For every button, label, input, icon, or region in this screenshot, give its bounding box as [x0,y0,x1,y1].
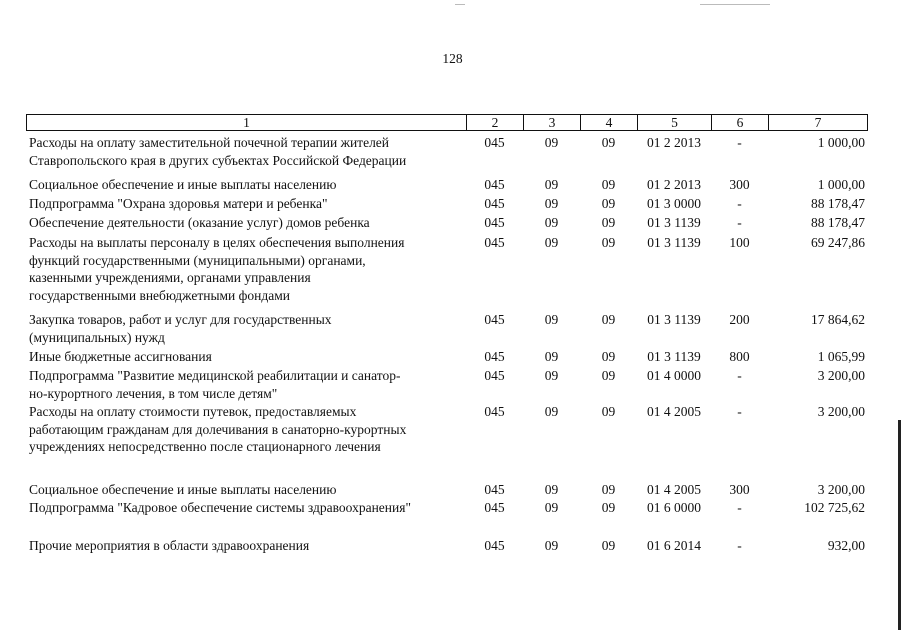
row-name [29,348,469,366]
cell-c3: 09 [544,177,559,192]
cell-c5: 01 6 0000 [647,500,701,515]
cell-c4: 09 [601,196,616,211]
cell-c7: 3 200,00 [817,404,865,419]
cell-c3: 09 [544,135,559,150]
cell-c4: 09 [601,500,616,515]
row-name-line: Расходы на выплаты персоналу в целях обеспечения выполнения [29,235,405,250]
cell-c6: 300 [729,177,750,192]
row-name [29,537,469,555]
row-name-line: казенными учреждениями, органами управления [29,270,311,285]
row-name-line: функций государственными (муниципальными) органами, [29,252,366,268]
row-name-line: Подпрограмма "Кадровое обеспечение системы здравоохранения" [29,500,411,515]
cell-c7: 88 178,47 [811,215,865,230]
cell-c3: 09 [544,196,559,211]
cell-c3: 09 [544,500,559,515]
cell-c6: - [737,215,742,230]
cell-c4: 09 [601,312,616,327]
page-number: 128 [442,51,463,66]
cell-c4: 09 [601,368,616,383]
cell-c3: 09 [544,404,559,419]
row-name-line: но-курортного лечения, в том числе детям" [29,385,278,401]
cell-c2: 045 [484,235,505,250]
cell-c6: - [737,135,742,150]
cell-c5: 01 3 1139 [647,312,701,327]
row-name-line: Прочие мероприятия в области здравоохранения [29,538,310,553]
cell-c3: 09 [544,538,559,553]
cell-c6: 200 [729,312,750,327]
cell-c7: 88 178,47 [811,196,865,211]
cell-c6: - [737,196,742,211]
cell-c3: 09 [544,215,559,230]
row-name [29,367,469,402]
cell-c6: - [737,538,742,553]
cell-c7: 17 864,62 [811,312,865,327]
cell-c2: 045 [484,368,505,383]
row-name [29,311,469,346]
cell-c3: 09 [544,349,559,364]
scan-speck [455,4,465,5]
row-name-line: государственными внебюджетными фондами [29,287,291,303]
cell-c4: 09 [601,538,616,553]
cell-c2: 045 [484,177,505,192]
cell-c6: - [737,404,742,419]
row-name-line: Иные бюджетные ассигнования [29,349,212,364]
cell-c4: 09 [601,482,616,497]
cell-c5: 01 2 2013 [647,177,701,192]
row-name-line: Расходы на оплату заместительной почечной терапии жителей [29,135,390,150]
header-col-4: 4 [580,115,637,130]
row-name [29,176,469,194]
cell-c7: 3 200,00 [817,482,865,497]
cell-c4: 09 [601,404,616,419]
cell-c2: 045 [484,135,505,150]
row-name [29,234,469,304]
cell-c3: 09 [544,312,559,327]
row-name-line: учреждениях непосредственно после стационарного лечения [29,439,381,454]
header-col-5: 5 [637,115,711,130]
cell-c7: 69 247,86 [811,235,865,250]
cell-c7: 1 065,99 [817,349,865,364]
cell-c6: - [737,500,742,515]
cell-c5: 01 3 1139 [647,235,701,250]
cell-c6: 100 [729,235,750,250]
row-name-line: работающим гражданам для долечивания в санаторно-курортных [29,421,407,437]
cell-c5: 01 2 2013 [647,135,701,150]
cell-c2: 045 [484,312,505,327]
cell-c3: 09 [544,235,559,250]
cell-c3: 09 [544,368,559,383]
cell-c6: - [737,368,742,383]
cell-c7: 1 000,00 [817,177,865,192]
cell-c2: 045 [484,482,505,497]
cell-c4: 09 [601,235,616,250]
cell-c4: 09 [601,215,616,230]
header-col-6: 6 [711,115,768,130]
cell-c5: 01 4 0000 [647,368,701,383]
cell-c2: 045 [484,538,505,553]
header-col-1: 1 [243,115,250,130]
cell-c2: 045 [484,196,505,211]
table-header-row [26,114,868,131]
cell-c2: 045 [484,500,505,515]
row-name-line: Обеспечение деятельности (оказание услуг) домов ребенка [29,215,370,230]
header-col-3: 3 [523,115,580,130]
cell-c2: 045 [484,349,505,364]
cell-c5: 01 4 2005 [647,482,701,497]
scan-edge-mark [898,420,901,630]
row-name-line: Ставропольского края в других субъектах Российской Федерации [29,152,407,168]
row-name-line: Подпрограмма "Развитие медицинской реабилитации и санатор- [29,368,401,383]
row-name [29,499,469,517]
cell-c5: 01 3 1139 [647,349,701,364]
row-name [29,214,469,232]
row-name [29,403,469,456]
cell-c4: 09 [601,349,616,364]
row-name-line: Закупка товаров, работ и услуг для государственных [29,312,332,327]
header-col-7: 7 [768,115,867,130]
cell-c5: 01 6 2014 [647,538,701,553]
cell-c5: 01 3 1139 [647,215,701,230]
cell-c7: 3 200,00 [817,368,865,383]
cell-c2: 045 [484,215,505,230]
row-name-line: Подпрограмма "Охрана здоровья матери и ребенка" [29,196,328,211]
row-name-line: Расходы на оплату стоимости путевок, предоставляемых [29,404,357,419]
cell-c5: 01 4 2005 [647,404,701,419]
cell-c6: 800 [729,349,750,364]
row-name [29,195,469,213]
cell-c4: 09 [601,135,616,150]
cell-c2: 045 [484,404,505,419]
row-name-line: (муниципальных) нужд [29,329,165,345]
row-name-line: Социальное обеспечение и иные выплаты населению [29,177,337,192]
cell-c7: 102 725,62 [804,500,865,515]
cell-c6: 300 [729,482,750,497]
cell-c4: 09 [601,177,616,192]
scan-speck [700,4,770,5]
cell-c3: 09 [544,482,559,497]
cell-c7: 932,00 [827,538,865,553]
cell-c7: 1 000,00 [817,135,865,150]
cell-c5: 01 3 0000 [647,196,701,211]
row-name [29,481,469,499]
row-name-line: Социальное обеспечение и иные выплаты населению [29,482,337,497]
row-name [29,134,469,169]
header-col-2: 2 [466,115,523,130]
